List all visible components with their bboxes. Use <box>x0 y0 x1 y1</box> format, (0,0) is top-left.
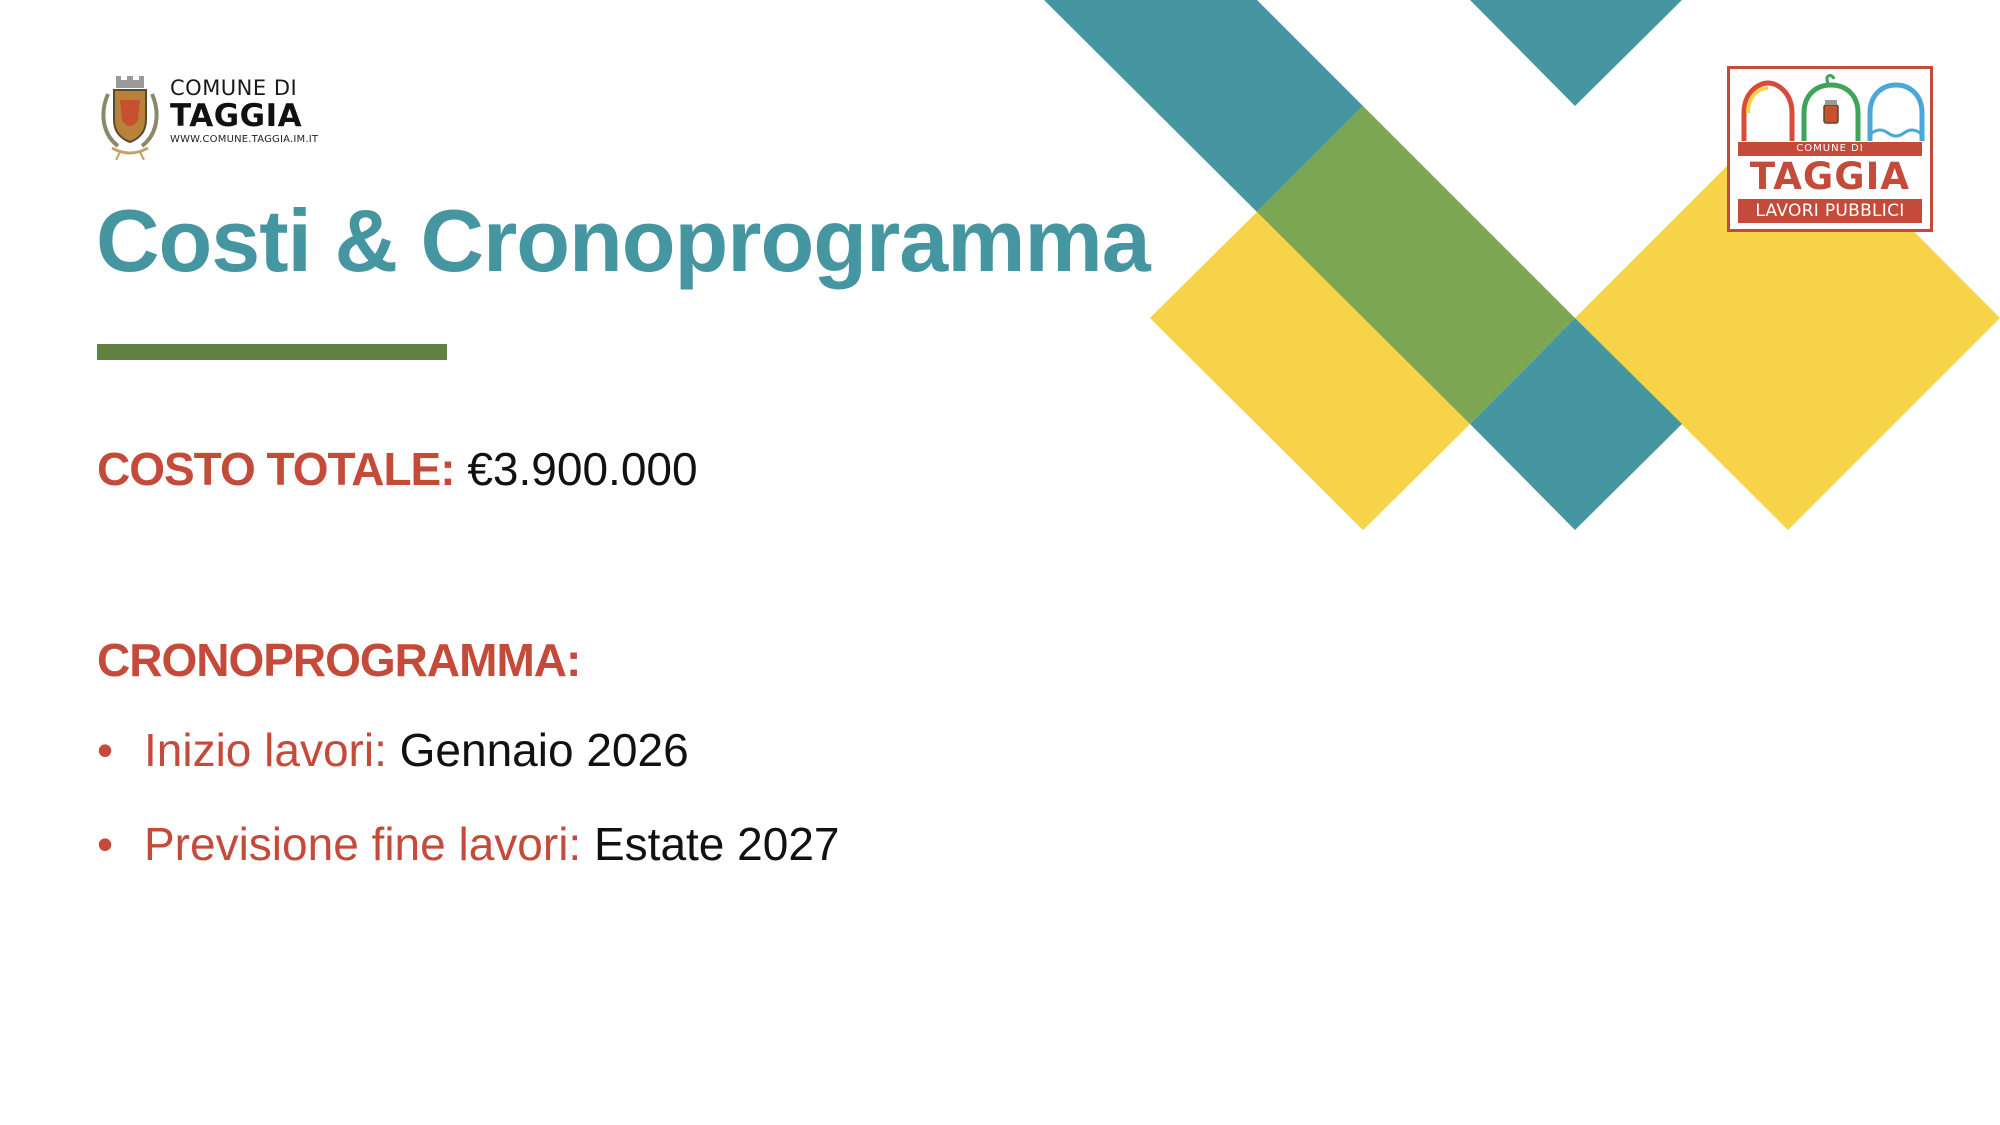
list-item <box>97 817 840 871</box>
logo-right-comune: COMUNE DI <box>1796 143 1864 154</box>
costo-totale-row <box>97 442 698 496</box>
page-title: Costi & Cronoprogramma <box>96 191 1150 290</box>
logo-right-subtitle: LAVORI PUBBLICI <box>1738 199 1922 223</box>
item-value: Estate 2027 <box>593 818 840 870</box>
arches-icon <box>1736 73 1926 145</box>
comune-logo <box>98 76 318 160</box>
costo-label: COSTO TOTALE: <box>97 443 455 495</box>
logo-line-comune: COMUNE DI <box>170 76 298 100</box>
logo-right-taggia: TAGGIA <box>1749 155 1911 198</box>
logo-line-taggia: TAGGIA <box>170 98 303 134</box>
coat-of-arms-icon <box>98 76 162 160</box>
logo-website: WWW.COMUNE.TAGGIA.IM.IT <box>170 134 319 145</box>
list-item <box>97 723 689 777</box>
teal-triangle-top <box>1470 0 1682 106</box>
title-underline <box>97 344 447 360</box>
costo-value: €3.900.000 <box>467 443 698 495</box>
bullet-icon: • <box>97 818 114 870</box>
bullet-icon: • <box>97 724 114 776</box>
cronoprogramma-heading: CRONOPROGRAMMA: <box>97 634 581 686</box>
item-label: Inizio lavori: <box>144 724 387 776</box>
lavori-pubblici-logo <box>1727 66 1933 232</box>
item-value: Gennaio 2026 <box>399 724 689 776</box>
item-label: Previsione fine lavori: <box>144 818 582 870</box>
